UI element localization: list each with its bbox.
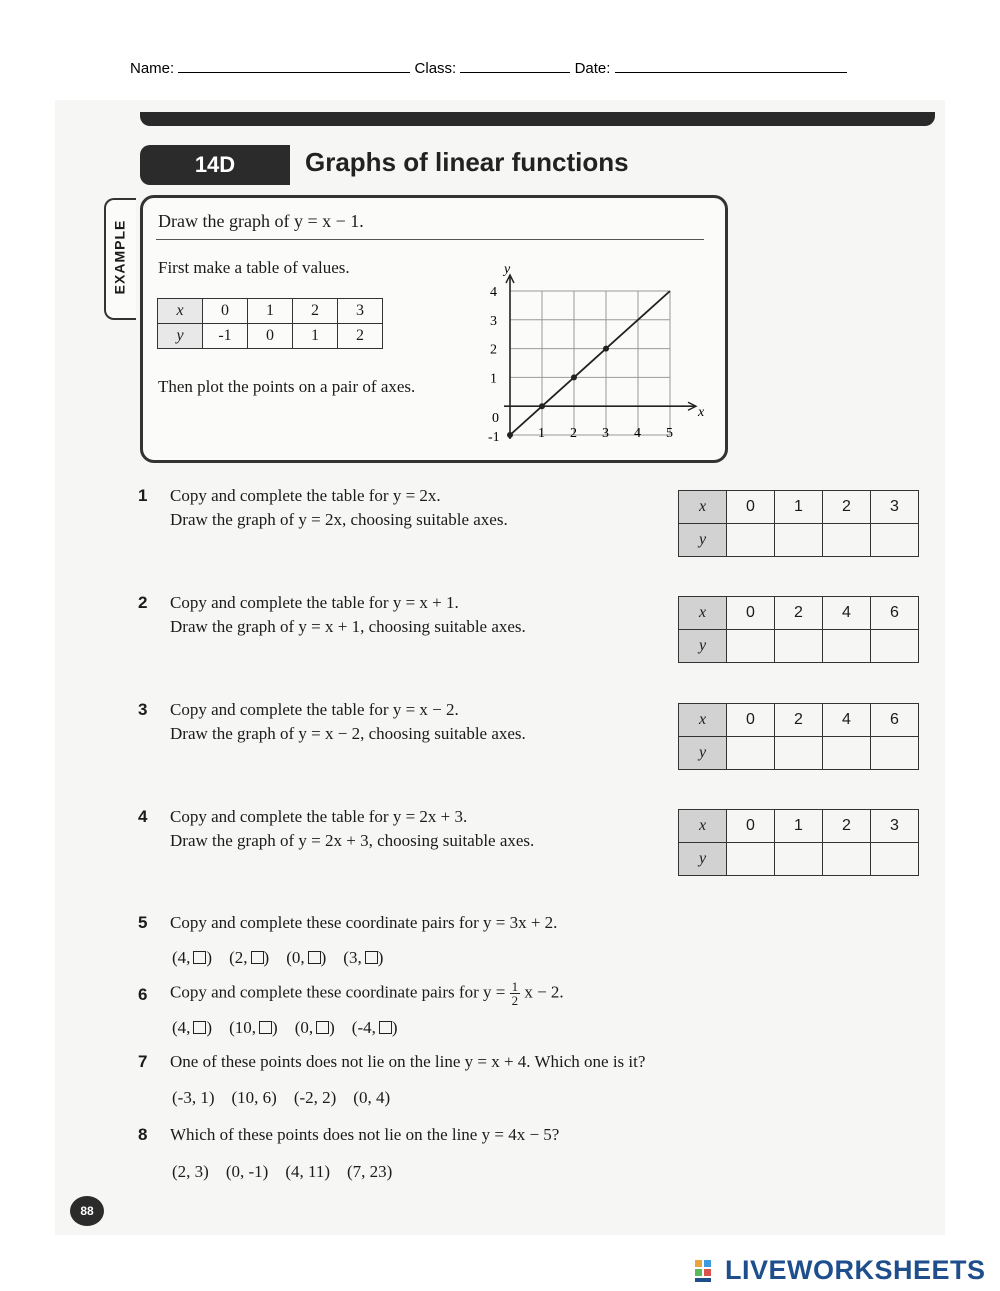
section-title: Graphs of linear functions (305, 147, 629, 177)
table-cell: -1 (203, 324, 248, 349)
answer-box[interactable] (379, 1021, 392, 1034)
graph-tick-labels (488, 285, 673, 445)
pair-close: ) (206, 948, 213, 967)
question-text-before: Copy and complete these coordinate pairs for y = (170, 982, 506, 1002)
series-line (510, 291, 670, 435)
data-point (571, 374, 577, 380)
table-row (158, 324, 383, 349)
answer-cell[interactable] (871, 524, 919, 557)
question-number: 2 (138, 593, 148, 612)
table-row (679, 704, 919, 737)
example-heading: Draw the graph of y = x − 1. (158, 211, 364, 231)
row-label-y: y (679, 524, 727, 557)
question-number: 7 (138, 1052, 148, 1071)
question-text: Draw the graph of y = 2x + 3, choosing suitable axes. (170, 831, 535, 850)
brand-name: LIVEWORKSHEETS (725, 1255, 986, 1285)
y-tick-label: 3 (490, 313, 497, 329)
example-values-table (157, 298, 383, 349)
pair-close: ) (206, 1018, 213, 1037)
pair-open: (2, (229, 948, 248, 967)
pair-close: ) (329, 1018, 335, 1037)
question-text: Draw the graph of y = x + 1, choosing suitable axes. (170, 617, 526, 636)
point-option[interactable]: (0, -1) (225, 1162, 269, 1181)
point-option[interactable]: (-3, 1) (172, 1088, 215, 1107)
x-tick-label: 2 (570, 426, 577, 441)
pair-close: ) (377, 948, 384, 967)
x-tick-label: 4 (634, 426, 641, 441)
row-label-y: y (158, 324, 203, 349)
table-cell: 3 (871, 810, 919, 843)
answer-cell[interactable] (775, 630, 823, 663)
y-tick-label: 1 (490, 371, 497, 387)
answer-table (678, 596, 919, 663)
liveworksheets-logo-icon (693, 1257, 721, 1285)
coordinate-pairs (172, 1018, 398, 1038)
table-row (679, 491, 919, 524)
table-cell: 4 (823, 597, 871, 630)
example-tab-label: EXAMPLE (111, 219, 127, 295)
section-badge: 14D (140, 145, 290, 185)
example-table-intro: First make a table of values. (158, 258, 350, 277)
table-row (679, 843, 919, 876)
table-row (679, 810, 919, 843)
pair-open: (10, (229, 1018, 257, 1037)
table-row (679, 597, 919, 630)
pair-open: (3, (343, 948, 362, 967)
data-point (603, 346, 609, 352)
answer-cell[interactable] (775, 843, 823, 876)
data-point (507, 432, 513, 438)
answer-table (678, 809, 919, 876)
question-text (170, 980, 564, 1007)
answer-cell[interactable] (823, 630, 871, 663)
name-field[interactable] (178, 58, 410, 73)
answer-cell[interactable] (823, 843, 871, 876)
pair-close: ) (391, 1018, 398, 1037)
question-text: Which of these points does not lie on the line y = 4x − 5? (170, 1125, 560, 1144)
fraction (510, 980, 521, 1007)
point-option[interactable]: (2, 3) (172, 1162, 209, 1181)
table-row (679, 737, 919, 770)
table-cell: 2 (338, 324, 383, 349)
answer-cell[interactable] (727, 524, 775, 557)
table-cell: 2 (293, 299, 338, 324)
question-number: 8 (138, 1125, 148, 1144)
x-tick-label: 3 (602, 426, 609, 441)
answer-table (678, 490, 919, 557)
y-tick-label: 2 (490, 342, 497, 358)
table-cell: 0 (727, 597, 775, 630)
example-plot-text: Then plot the points on a pair of axes. (158, 377, 416, 396)
table-cell: 1 (248, 299, 293, 324)
answer-cell[interactable] (727, 737, 775, 770)
pair-close: ) (320, 948, 327, 967)
pair-close: ) (263, 948, 270, 967)
pair-open: (4, (172, 948, 191, 967)
table-cell: 0 (727, 704, 775, 737)
answer-cell[interactable] (823, 524, 871, 557)
answer-cell[interactable] (871, 737, 919, 770)
table-cell: 0 (203, 299, 248, 324)
example-rule (156, 239, 704, 240)
table-cell: 0 (727, 810, 775, 843)
answer-box[interactable] (316, 1021, 329, 1034)
row-label-x: x (679, 810, 727, 843)
question-text: One of these points does not lie on the line y = x + 4. Which one is it? (170, 1052, 646, 1071)
y-axis-label: y (504, 262, 511, 277)
x-axis-label: x (698, 405, 705, 421)
table-cell: 3 (871, 491, 919, 524)
table-row (679, 524, 919, 557)
table-cell: 1 (293, 324, 338, 349)
top-bar (140, 112, 935, 126)
answer-cell[interactable] (775, 737, 823, 770)
date-label: Date: (574, 60, 611, 77)
table-cell: 2 (823, 491, 871, 524)
table-cell: 6 (871, 597, 919, 630)
question-text: Copy and complete the table for y = 2x + 3. (170, 807, 468, 826)
table-cell: 2 (775, 597, 823, 630)
graph-series (510, 291, 670, 435)
coordinate-pairs (172, 948, 383, 968)
question-text: Draw the graph of y = x − 2, choosing suitable axes. (170, 724, 526, 743)
row-label-x: x (679, 597, 727, 630)
answer-cell[interactable] (823, 737, 871, 770)
point-option[interactable]: (-2, 2) (293, 1088, 337, 1107)
point-option[interactable]: (7, 23) (347, 1162, 393, 1181)
point-option[interactable]: (0, 4) (353, 1088, 391, 1107)
row-label-x: x (679, 491, 727, 524)
table-cell: 0 (248, 324, 293, 349)
answer-box[interactable] (251, 951, 264, 964)
table-cell: 3 (338, 299, 383, 324)
row-label-x: x (158, 299, 203, 324)
question-number: 6 (138, 985, 148, 1004)
example-graph (470, 255, 710, 450)
fraction-denominator: 2 (511, 993, 519, 1008)
neg-tick-label: -1 (488, 430, 500, 445)
name-label: Name: (130, 60, 175, 77)
example-tab-label-wrap (104, 198, 134, 316)
question-text: Copy and complete these coordinate pairs for y = 3x + 2. (170, 913, 558, 932)
fraction-numerator: 1 (511, 979, 519, 994)
table-cell: 1 (775, 491, 823, 524)
table-cell: 2 (775, 704, 823, 737)
pair-open: (0, (294, 1018, 314, 1037)
question-number: 4 (138, 807, 148, 826)
answer-box[interactable] (308, 951, 321, 964)
table-cell: 1 (775, 810, 823, 843)
answer-cell[interactable] (871, 630, 919, 663)
answer-table (678, 703, 919, 770)
data-point (539, 403, 545, 409)
row-label-y: y (679, 737, 727, 770)
answer-cell[interactable] (727, 630, 775, 663)
answer-cell[interactable] (775, 524, 823, 557)
question-text: Copy and complete the table for y = 2x. (170, 486, 441, 505)
answer-box[interactable] (193, 951, 206, 964)
origin-label: 0 (492, 411, 499, 427)
class-label: Class: (414, 60, 457, 77)
y-tick-label: 4 (490, 285, 497, 300)
question-text-after: x − 2. (524, 982, 564, 1002)
pair-close: ) (272, 1018, 278, 1037)
question-number: 1 (138, 486, 148, 505)
row-label-y: y (679, 843, 727, 876)
x-tick-label: 1 (538, 426, 545, 441)
date-field[interactable] (615, 58, 847, 73)
point-option[interactable]: (4, 11) (285, 1162, 331, 1181)
answer-box[interactable] (365, 951, 378, 964)
question-number: 3 (138, 700, 148, 719)
pair-open: (0, (286, 948, 305, 967)
table-row (158, 299, 383, 324)
point-option[interactable]: (10, 6) (231, 1088, 277, 1107)
point-options (172, 1162, 392, 1182)
question-number: 5 (138, 913, 148, 932)
table-cell: 2 (823, 810, 871, 843)
table-row (679, 630, 919, 663)
table-cell: 4 (823, 704, 871, 737)
worksheet-header (130, 58, 847, 77)
class-field[interactable] (460, 58, 570, 73)
pair-open: (-4, (351, 1018, 376, 1037)
table-cell: 6 (871, 704, 919, 737)
row-label-x: x (679, 704, 727, 737)
pair-open: (4, (172, 1018, 191, 1037)
question-text: Copy and complete the table for y = x − 2. (170, 700, 459, 719)
row-label-y: y (679, 630, 727, 663)
brand (693, 1255, 986, 1286)
answer-box[interactable] (193, 1021, 206, 1034)
answer-cell[interactable] (871, 843, 919, 876)
answer-cell[interactable] (727, 843, 775, 876)
question-text: Draw the graph of y = 2x, choosing suitable axes. (170, 510, 508, 529)
table-cell: 0 (727, 491, 775, 524)
answer-box[interactable] (259, 1021, 272, 1034)
question-text: Copy and complete the table for y = x + 1. (170, 593, 459, 612)
page-number: 88 (70, 1196, 104, 1226)
x-tick-label: 5 (666, 426, 673, 441)
point-options (172, 1088, 390, 1108)
